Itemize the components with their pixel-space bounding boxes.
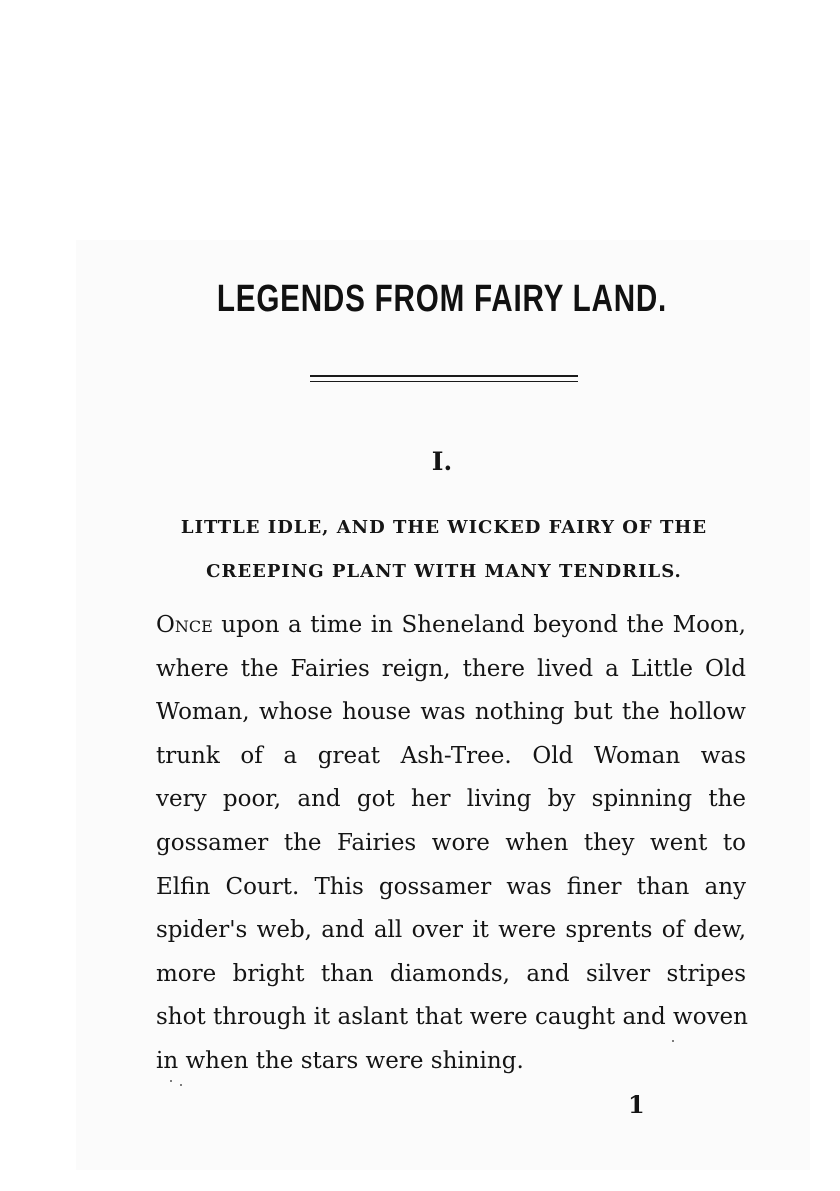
chapter-numeral: I.: [431, 447, 453, 476]
body-line: gossamer the Fairies wore when they went to: [156, 829, 746, 856]
scan-speck: [170, 1080, 172, 1082]
body-paragraph: [156, 604, 746, 1084]
body-line: spider's web, and all over it were sprents of dew,: [156, 917, 746, 944]
body-line: shot through it aslant that were caught and woven: [156, 1004, 748, 1031]
title-rule-thick: [310, 375, 578, 377]
opening-word: Once: [156, 612, 213, 638]
body-line: where the Fairies reign, there lived a Little Old: [156, 655, 746, 682]
book-title: LEGENDS FROM FAIRY LAND.: [216, 278, 668, 320]
body-line: Elfin Court. This gossamer was finer than any: [156, 873, 746, 900]
chapter-title-line: LITTLE IDLE, AND THE WICKED FAIRY OF THE: [180, 517, 708, 538]
page-number: 1: [628, 1090, 645, 1119]
title-rule-thin: [310, 381, 578, 382]
scan-speck: [180, 1084, 182, 1086]
body-line: more bright than diamonds, and silver stripes: [156, 960, 746, 987]
body-line: very poor, and got her living by spinning the: [156, 786, 746, 813]
chapter-title-line: CREEPING PLANT WITH MANY TENDRILS.: [206, 561, 682, 582]
body-line: Woman, whose house was nothing but the hollow: [156, 699, 746, 726]
body-line: trunk of a great Ash-Tree. Old Woman was: [156, 742, 746, 769]
body-line: in when the stars were shining.: [156, 1047, 524, 1074]
chapter-title: [148, 506, 740, 594]
scan-speck: [672, 1040, 674, 1042]
body-line: [156, 604, 746, 648]
body-line-text: upon a time in Sheneland beyond the Moon,: [212, 612, 746, 638]
